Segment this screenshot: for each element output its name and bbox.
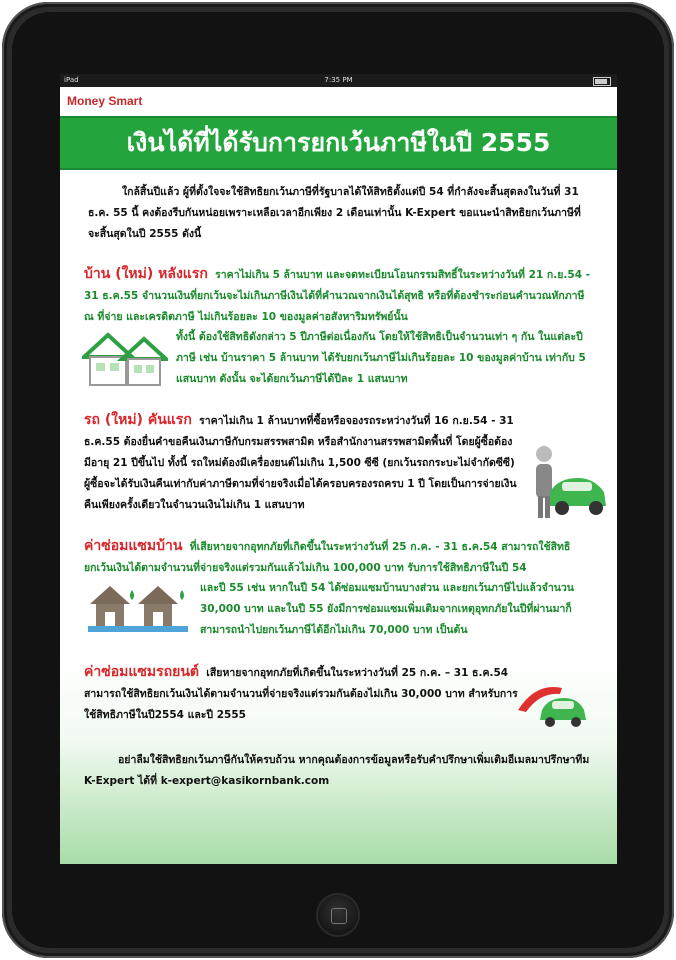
- section-car: [84, 410, 524, 516]
- closing-paragraph: อย่าลืมใช้สิทธิยกเว้นภาษีกันให้ครบถ้วน หากคุณต้องการข้อมูลหรือรับคำปรึกษาเพิ่มเติมอีเมลมาปรึกษาทีม K-Expert ได้ที่ k-expert@kasikornbank.com: [84, 754, 590, 787]
- car-umbrella-icon: [512, 680, 594, 728]
- brand-label: Money Smart: [67, 94, 143, 108]
- section-heading: ค่าซ่อมแซมรถยนต์: [84, 664, 199, 680]
- page-title: เงินได้ที่ได้รับการยกเว้นภาษีในปี 2555: [60, 116, 617, 170]
- home-button[interactable]: [318, 895, 358, 935]
- section-text: เสียหายจากอุทกภัยที่เกิดขึ้นในระหว่างวันที่ 25 ก.ค. – 31 ธ.ค.54 สามารถใช้สิทธิยกเว้นเงินได้ตามจำนวนที่จ่ายจริงแต่รวมกันต้องไม่เกิน 30,000 บาท สำหรับการใช้สิทธิภาษีในปี2554 และปี 2555: [84, 667, 518, 721]
- battery-icon: [593, 77, 611, 86]
- section-house-repair-continued: และปี 55 เช่น หากในปี 54 ได้ซ่อมแซมบ้านบางส่วน และยกเว้นภาษีไปแล้วจำนวน 30,000 บาท และในปี 55 ยังมีการซ่อมแซมเพิ่มเติมจากเหตุอุทกภัยในปีที่ผ่านมาก็สามารถนำไปยกเว้นภาษีได้อีกไม่เกิน 70,000 บาท เป็นต้น: [200, 582, 574, 636]
- section-text: ราคาไม่เกิน 5 ล้านบาท และจดทะเบียนโอนกรรมสิทธิ์ในระหว่างวันที่ 21 ก.ย.54 - 31 ธ.ค.55 จำนวนเงินที่ยกเว้นจะไม่เกินภาษีเงินได้ที่คำนวณจากเงินได้สุทธิ หรือที่ต้องชำระก่อนคำนวณหักภาษี ณ ที่จ่าย และเครดิตภาษี ไม่เกินร้อยละ 10 ของมูลค่าอสังหาริมทรัพย์นั้น: [84, 269, 591, 323]
- status-bar: [60, 74, 617, 87]
- section-house: [84, 264, 594, 328]
- screen: [60, 74, 617, 864]
- flooded-houses-icon: [88, 582, 188, 634]
- status-time: 7:35 PM: [324, 76, 353, 84]
- man-with-car-icon: [528, 444, 610, 522]
- section-text: ที่เสียหายจากอุทกภัยที่เกิดขึ้นในระหว่างวันที่ 25 ก.ค. - 31 ธ.ค.54 สามารถใช้สิทธิยกเว้นเงินได้ตามจำนวนที่จ่ายจริงแต่รวมกันแล้วไม่เกิน 100,000 บาท รับการใช้สิทธิภาษีในปี 54: [84, 541, 571, 574]
- section-car-repair: [84, 662, 524, 726]
- section-heading: ค่าซ่อมแซมบ้าน: [84, 538, 183, 554]
- section-heading: บ้าน (ใหม่) หลังแรก: [84, 266, 208, 282]
- section-house-repair: [84, 536, 599, 579]
- section-heading: รถ (ใหม่) คันแรก: [84, 412, 192, 428]
- houses-icon: [82, 329, 168, 389]
- section-house-continued: ทั้งนี้ ต้องใช้สิทธิดังกล่าว 5 ปีภาษีต่อเนื่องกัน โดยให้ใช้สิทธิเป็นจำนวนเท่า ๆ กัน ในแต่ละปีภาษี เช่น บ้านราคา 5 ล้านบาท ได้รับยกเว้นภาษีไม่เกินร้อยละ 10 ของมูลค่าบ้าน เท่ากับ 5 แสนบาท ดังนั้น จะได้ยกเว้นภาษีได้ปีละ 1 แสนบาท: [176, 331, 586, 385]
- device-label: iPad: [64, 76, 79, 84]
- section-text: ราคาไม่เกิน 1 ล้านบาทที่ซื้อหรือจองรถระหว่างวันที่ 16 ก.ย.54 - 31 ธ.ค.55 ต้องยื่นคำขอคืนเงินภาษีกับกรมสรรพสามิต หรือสำนักงานสรรพสามิตพื้นที่ โดยผู้ซื้อต้องมีอายุ 21 ปีขึ้นไป ทั้งนี้ รถใหม่ต้องมีเครื่องยนต์ไม่เกิน 1,500 ซีซี (ยกเว้นรถกระบะไม่จำกัดซีซี) ผู้ซื้อจะได้รับเงินคืนเท่ากับค่าภาษีตามที่จ่ายจริงเมื่อได้ครอบครองรถครบ 1 ปี โดยเป็นการจ่ายเงินคืนเพียงครั้งเดียวในจำนวนเงินไม่เกิน 1 แสนบาท: [84, 415, 517, 511]
- intro-paragraph: ใกล้สิ้นปีแล้ว ผู้ที่ตั้งใจจะใช้สิทธิยกเว้นภาษีที่รัฐบาลได้ให้สิทธิตั้งแต่ปี 54 ที่กำลังจะสิ้นสุดลงในวันที่ 31 ธ.ค. 55 นี้ คงต้องรีบกันหน่อยเพราะเหลือเวลาอีกเพียง 2 เดือนเท่านั้น K-Expert ขอแนะนำสิทธิยกเว้นภาษีที่จะสิ้นสุดในปี 2555 ดังนี้: [88, 186, 581, 240]
